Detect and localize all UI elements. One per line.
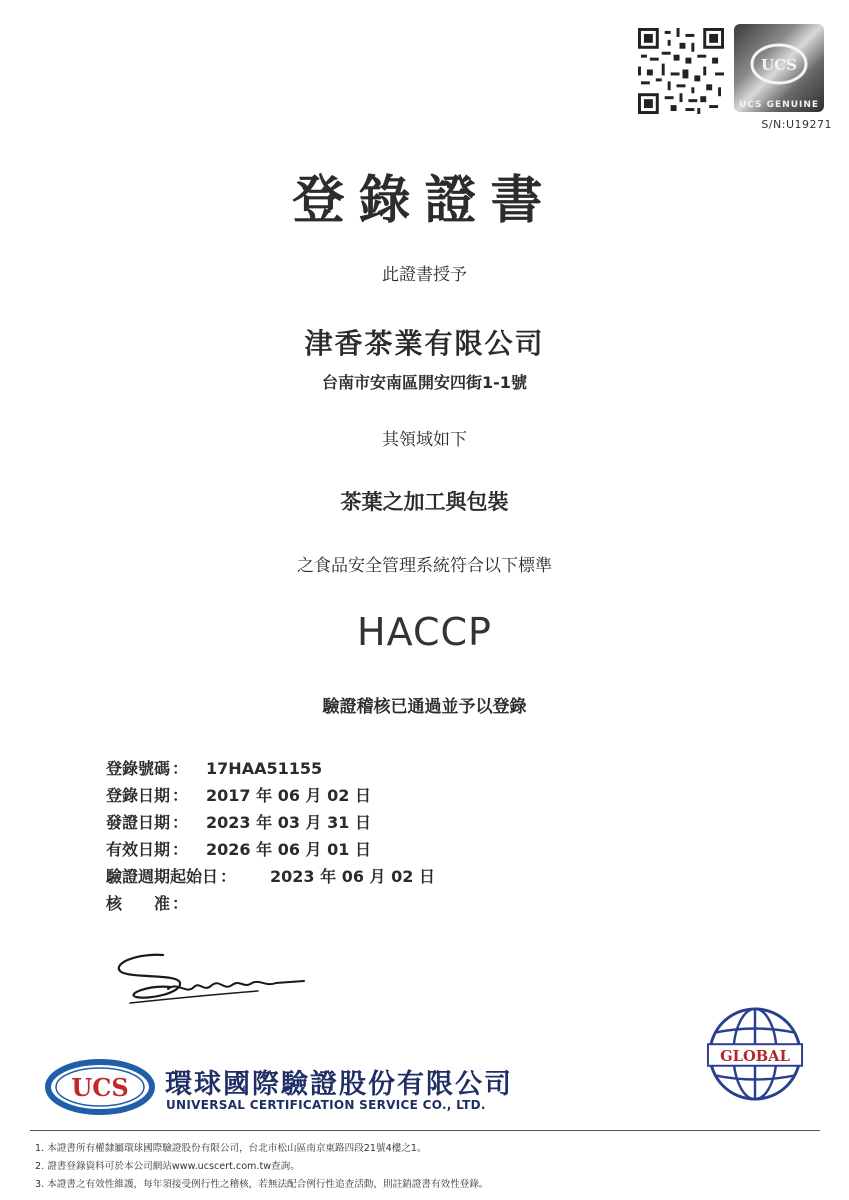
registration-date-value: 2017 年 06 月 02 日: [206, 786, 371, 805]
qr-code-icon: [638, 28, 724, 114]
ucs-logo-icon: [44, 1058, 156, 1116]
certification-standard: HACCP: [357, 610, 492, 654]
detail-row-expiry-date: 有效日期 ： 2026 年 06 月 01 日: [106, 836, 435, 863]
svg-text:UCS: UCS: [761, 56, 797, 74]
global-globe-seal-icon: [706, 1005, 804, 1103]
issuer-name-en: UNIVERSAL CERTIFICATION SERVICE CO., LTD.: [166, 1098, 486, 1112]
detail-label: 登錄號碼: [106, 759, 171, 778]
detail-label: 驗證週期起始日: [106, 867, 219, 886]
hologram-label: UCS GENUINE: [738, 100, 820, 110]
detail-label: 有效日期: [106, 840, 171, 859]
expiry-date-value: 2026 年 06 月 01 日: [206, 840, 371, 859]
footnotes: [35, 1140, 489, 1194]
detail-label: 核 准: [106, 894, 171, 913]
certification-scope: 茶葉之加工與包裝: [340, 490, 509, 514]
company-name: 津香茶業有限公司: [304, 327, 545, 360]
registration-number-value: 17HAA51155: [206, 759, 323, 778]
serial-number: S/N:U19271: [761, 118, 832, 131]
footnote-1: 1. 本證書所有權隸屬環球國際驗證股份有限公司，台北市松山區南京東路四段21號4樓之1。: [35, 1143, 427, 1154]
ucs-logo-text: UCS: [71, 1073, 129, 1102]
ucs-hologram-icon: [734, 30, 824, 100]
detail-row-issue-date: 發證日期 ： 2023 年 03 月 31 日: [106, 809, 435, 836]
hologram-seal: [734, 24, 824, 112]
footnote-3: 3. 本證書之有效性維護，每年須接受例行性之稽核，若無法配合例行性追查活動，則註銷證書有效性登錄。: [35, 1179, 489, 1190]
granted-to-text: 此證書授予: [382, 265, 467, 285]
detail-label: 發證日期: [106, 813, 171, 832]
detail-row-registration-date: 登錄日期 ： 2017 年 06 月 02 日: [106, 782, 435, 809]
detail-row-approved-by: 核 准 ：: [106, 890, 435, 917]
company-address: 台南市安南區開安四街1-1號: [322, 373, 527, 392]
detail-row-registration-number: 登錄號碼 ： 17HAA51155: [106, 755, 435, 782]
issue-date-value: 2023 年 03 月 31 日: [206, 813, 371, 832]
detail-row-cycle-start-date: 驗證週期起始日 ： 2023 年 06 月 02 日: [106, 863, 435, 890]
footer-divider: [30, 1130, 820, 1131]
scope-intro: 其領域如下: [382, 430, 467, 450]
footnote-2: 2. 證書登錄資料可於本公司網站www.ucscert.com.tw查詢。: [35, 1161, 300, 1172]
cycle-start-date-value: 2023 年 06 月 02 日: [270, 867, 435, 886]
detail-label: 登錄日期: [106, 786, 171, 805]
signature-icon: [108, 945, 318, 1015]
certificate-details: [106, 755, 435, 917]
issuer-name-zh: 環球國際驗證股份有限公司: [165, 1069, 513, 1100]
certificate-title: 登錄證書: [292, 171, 557, 231]
seal-text: GLOBAL: [720, 1047, 790, 1065]
standard-intro: 之食品安全管理系統符合以下標準: [297, 556, 552, 576]
audit-statement: 驗證稽核已通過並予以登錄: [322, 697, 527, 717]
